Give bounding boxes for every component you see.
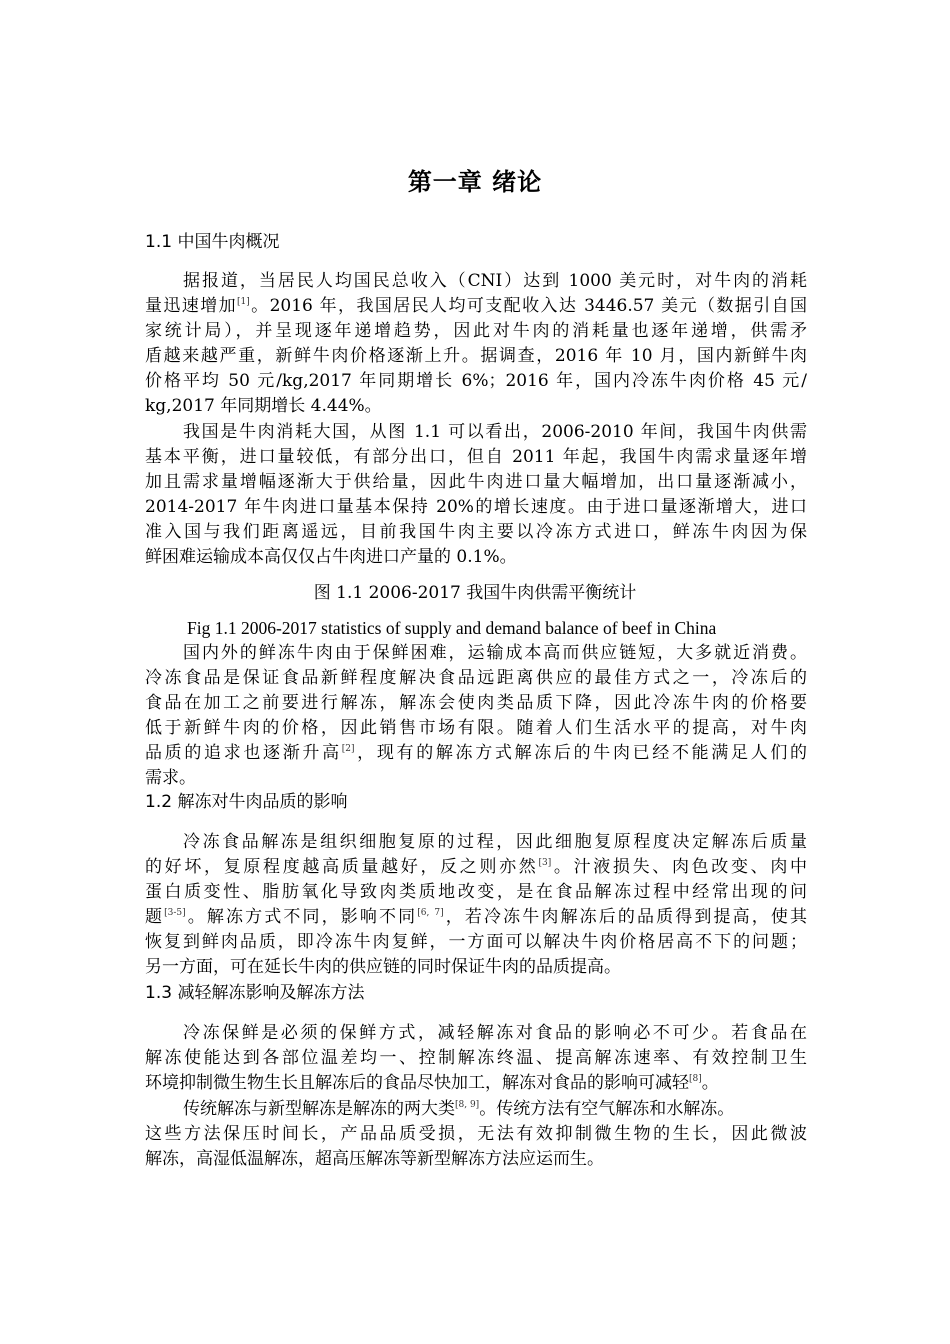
paragraph-line: kg,2017 年同期增长 4.44%。	[145, 396, 382, 416]
paragraph-line: 另一方面，可在延长牛肉的供应链的同时保证牛肉的品质提高。	[145, 957, 621, 977]
paragraph-line: 解冻，高湿低温解冻，超高压解冻等新型解冻方法应运而生。	[145, 1149, 604, 1169]
paragraph-line	[145, 905, 807, 929]
text-run: 。汁液损失、肉色改变、肉中	[551, 857, 807, 877]
paragraph-line: 低于新鲜牛肉的价格，因此销售市场有限。随着人们生活水平的提高，对牛肉	[145, 718, 807, 738]
paragraph-line: 准入国与我们距离遥远，目前我国牛肉主要以冷冻方式进口，鲜冻牛肉因为保	[145, 522, 807, 542]
paragraph-line	[183, 1097, 807, 1121]
paragraph-line: 家统计局），并呈现逐年递增趋势，因此对牛肉的消耗量也逐年递增，供需矛	[145, 321, 807, 341]
paragraph-line: 需求。	[145, 768, 196, 788]
paragraph-line: 解冻使能达到各部位温差均一、控制解冻终温、提高解冻速率、有效控制卫生	[145, 1048, 807, 1068]
paragraph-line: 冷冻保鲜是必须的保鲜方式，减轻解冻对食品的影响必不可少。若食品在	[183, 1023, 807, 1043]
paragraph-line: 鲜困难运输成本高仅仅占牛肉进口产量的 0.1%。	[145, 547, 517, 567]
paragraph-line: 冷冻食品是保证食品新鲜程度解决食品远距离供应的最佳方式之一，冷冻后的	[145, 668, 807, 688]
paragraph-line: 冷冻食品解冻是组织细胞复原的过程，因此细胞复原程度决定解冻后质量	[183, 832, 807, 852]
paragraph-line: 盾越来越严重，新鲜牛肉价格逐渐上升。据调查，2016 年 10 月，国内新鲜牛肉	[145, 346, 807, 366]
citation[interactable]: [1]	[237, 297, 250, 307]
text-run: 的好坏，复原程度越高质量越好，反之则亦然	[145, 857, 539, 877]
text-run: ，现有的解冻方式解冻后的牛肉已经不能满足人们的	[354, 743, 808, 763]
citation[interactable]: [3-5]	[164, 908, 186, 918]
section-heading-1-1: 1.1 中国牛肉概况	[145, 232, 280, 252]
paragraph-line: 价格平均 50 元/kg,2017 年同期增长 6%；2016 年，国内冷冻牛肉价格 45 元/	[145, 371, 807, 391]
text-run: 。解冻方式不同，影响不同	[185, 907, 418, 927]
paragraph-line: 我国是牛肉消耗大国，从图 1.1 可以看出，2006-2010 年间，我国牛肉供需	[183, 422, 807, 442]
text-run: 环境抑制微生物生长且解冻后的食品尽快加工，解冻对食品的影响可减轻	[145, 1073, 689, 1093]
paragraph-line: 恢复到鲜肉品质，即冷冻牛肉复鲜，一方面可以解决牛肉价格居高不下的问题；	[145, 932, 807, 952]
chapter-title: 第一章 绪论	[407, 168, 543, 196]
paragraph-line	[145, 294, 807, 318]
paragraph-line: 食品在加工之前要进行解冻，解冻会使肉类品质下降，因此冷冻牛肉的价格要	[145, 693, 807, 713]
paragraph-line	[145, 741, 807, 765]
paragraph-line: 据报道，当居民人均国民总收入（CNI）达到 1000 美元时，对牛肉的消耗	[183, 271, 807, 291]
citation[interactable]: [2]	[341, 744, 355, 754]
paragraph-line: 蛋白质变性、脂肪氧化导致肉类质地改变，是在食品解冻过程中经常出现的问	[145, 882, 807, 902]
text-run: 量迅速增加	[145, 296, 238, 316]
citation[interactable]: [3]	[538, 858, 552, 868]
section-heading-1-2: 1.2 解冻对牛肉品质的影响	[145, 792, 348, 812]
citation[interactable]: [8]	[689, 1074, 702, 1084]
paragraph-line	[145, 855, 807, 879]
citation[interactable]: [6, 7]	[417, 908, 444, 918]
paragraph-line: 2014-2017 年牛肉进口量基本保持 20%的增长速度。由于进口量逐渐增大，进口	[145, 497, 807, 517]
paragraph-line: 基本平衡，进口量较低，有部分出口，但自 2011 年起，我国牛肉需求量逐年增	[145, 447, 807, 467]
text-run: 品质的追求也逐渐升高	[145, 743, 342, 763]
text-run: 传统解冻与新型解冻是解冻的两大类	[183, 1099, 455, 1119]
citation[interactable]: [8, 9]	[455, 1100, 480, 1110]
text-run: 。2016 年，我国居民人均可支配收入达 3446.57 美元（数据引自国	[249, 296, 807, 316]
text-run: 。传统方法有空气解冻和水解冻。	[479, 1099, 735, 1119]
figure-caption-cn: 图 1.1 2006-2017 我国牛肉供需平衡统计	[313, 583, 637, 603]
figure-caption-en: Fig 1.1 2006-2017 statistics of supply and demand balance of beef in China	[187, 618, 717, 638]
section-heading-1-3: 1.3 减轻解冻影响及解冻方法	[145, 983, 365, 1003]
text-run: ，若冷冻牛肉解冻后的品质得到提高，使其	[443, 907, 808, 927]
paragraph-line: 加且需求量增幅逐渐大于供给量，因此牛肉进口量大幅增加，出口量逐渐减小，	[145, 472, 807, 492]
paragraph-line: 这些方法保压时间长，产品品质受损，无法有效抑制微生物的生长，因此微波	[145, 1124, 807, 1144]
text-run: 题	[145, 907, 165, 927]
paragraph-line: 国内外的鲜冻牛肉由于保鲜困难，运输成本高而供应链短，大多就近消费。	[183, 643, 807, 663]
text-run: 。	[701, 1073, 719, 1093]
paragraph-line	[145, 1071, 807, 1095]
